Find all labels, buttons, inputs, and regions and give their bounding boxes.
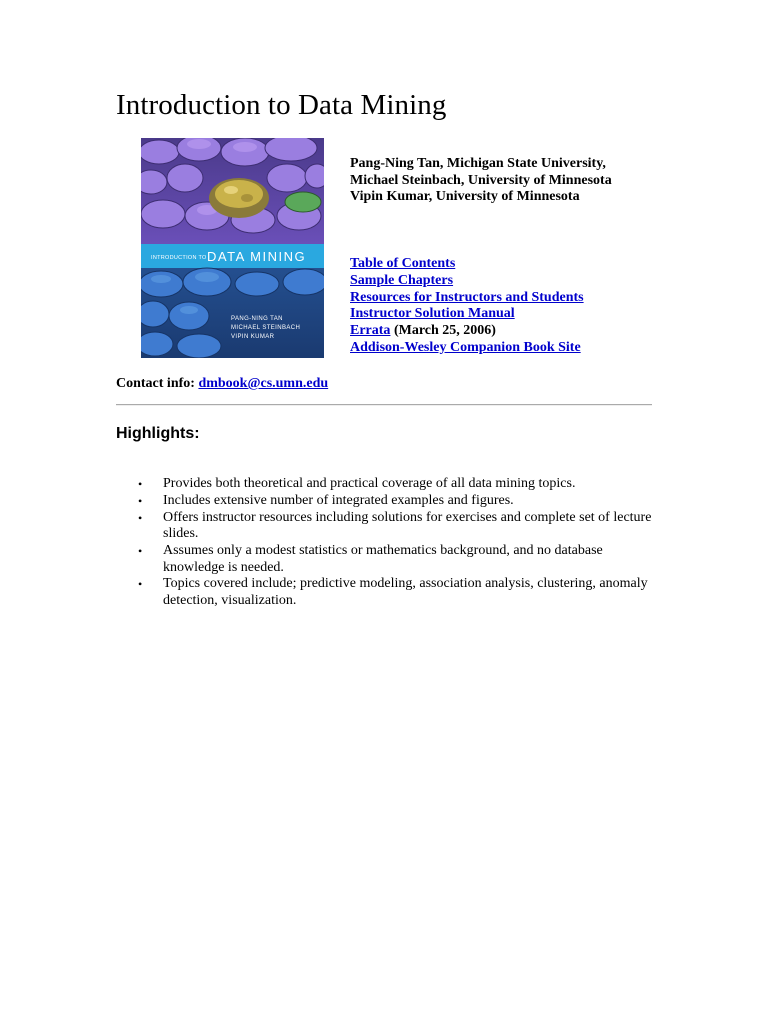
page-title: Introduction to Data Mining <box>116 89 447 121</box>
list-item: • Topics covered include; predictive modeling, association analysis, clustering, anomaly detection, visualization. <box>116 576 652 609</box>
contact-label: Contact info: <box>116 376 199 391</box>
resources-link[interactable]: Resources for Instructors and Students <box>350 289 584 305</box>
list-item: • Provides both theoretical and practical coverage of all data mining topics. <box>116 476 652 493</box>
horizontal-divider <box>116 404 652 406</box>
author-steinbach: Michael Steinbach, University of Minnesota <box>350 172 612 188</box>
highlights-list <box>116 476 652 610</box>
contact-email-link[interactable]: dmbook@cs.umn.edu <box>198 376 329 391</box>
list-item: • Assumes only a modest statistics or mathematics background, and no database knowledge is needed. <box>116 543 652 576</box>
errata-link[interactable]: Errata <box>350 323 391 339</box>
companion-site-link[interactable]: Addison-Wesley Companion Book Site <box>350 339 581 355</box>
cover-big-text: DATA MINING <box>207 249 307 264</box>
book-cover-image <box>141 138 324 358</box>
list-item: • Includes extensive number of integrated examples and figures. <box>116 493 652 510</box>
author-list <box>350 156 650 206</box>
cover-small-text: INTRODUCTION TO <box>151 255 207 261</box>
contact-info <box>116 375 328 392</box>
cover-author-3: VIPIN KUMAR <box>231 334 275 340</box>
cover-author-1: PANG-NING TAN <box>231 316 283 322</box>
cover-author-2: MICHAEL STEINBACH <box>231 325 301 331</box>
resource-links <box>350 256 650 357</box>
errata-date: (March 25, 2006) <box>390 323 496 339</box>
sample-chapters-link[interactable]: Sample Chapters <box>350 272 454 288</box>
author-kumar: Vipin Kumar, University of Minnesota <box>350 189 580 205</box>
table-of-contents-link[interactable]: Table of Contents <box>350 256 456 271</box>
author-tan: Pang-Ning Tan, Michigan State University, <box>350 156 606 171</box>
list-item: • Offers instructor resources including solutions for exercises and complete set of lecture slides. <box>116 510 652 543</box>
solution-manual-link[interactable]: Instructor Solution Manual <box>350 306 515 322</box>
highlights-heading: Highlights: <box>116 425 200 442</box>
